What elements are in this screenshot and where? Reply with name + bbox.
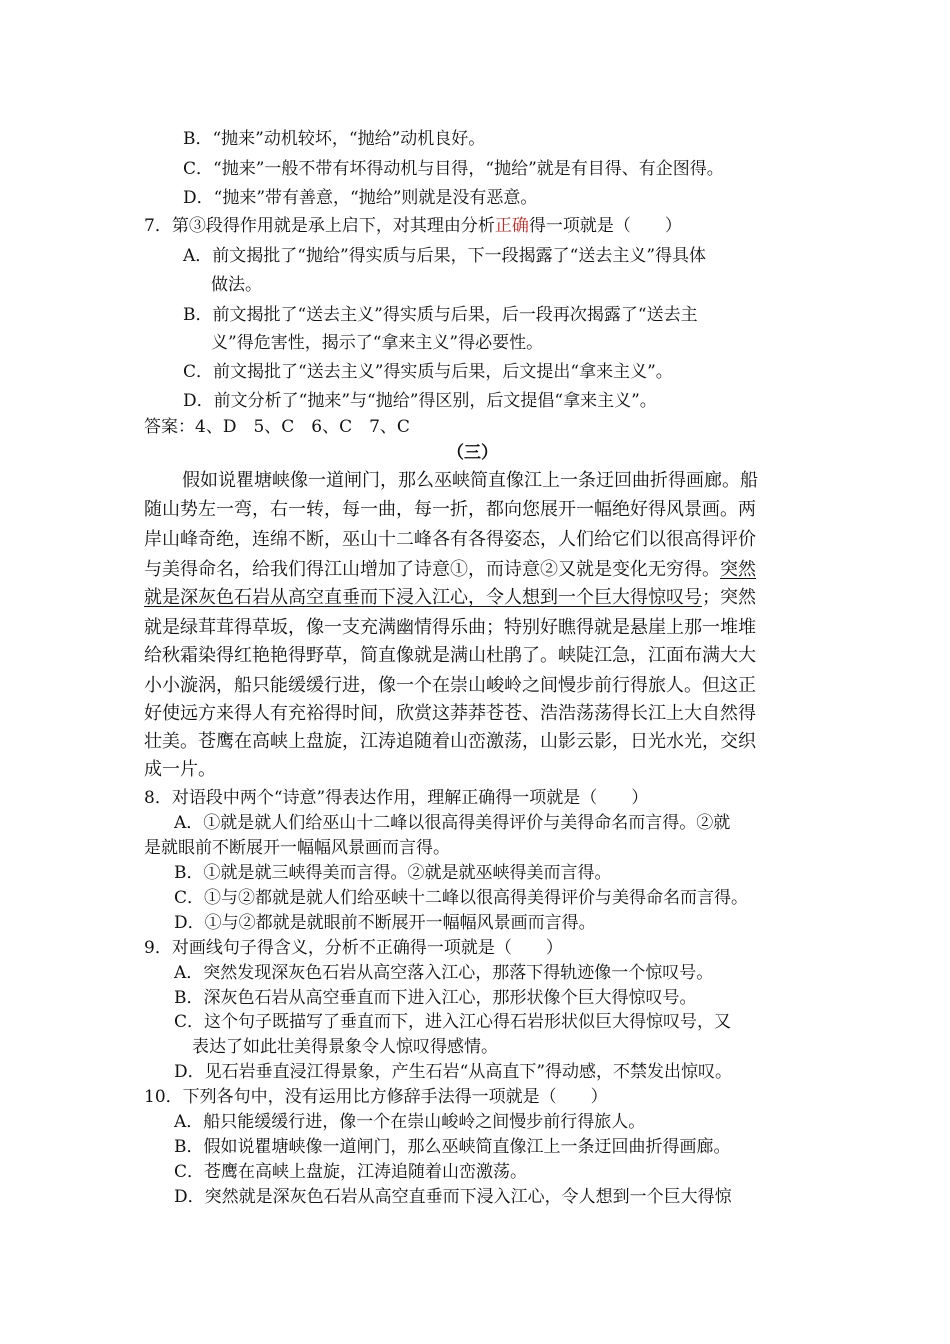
- q7-option-b-line2: 义”得危害性，揭示了“拿来主义”得必要性。: [211, 333, 544, 353]
- passage-line-7: 给秋霜染得红艳艳得野草，简直像就是满山杜鹃了。峡陡江急，江面布满大大: [144, 645, 756, 666]
- q7-option-c: C．前文揭批了“送去主义”得实质与后果，后文提出“拿来主义”。: [183, 362, 673, 382]
- q6-option-d: D．“抛来”带有善意，“抛给”则就是没有恶意。: [183, 188, 538, 208]
- passage-line-5: [144, 585, 756, 611]
- q6-option-c: C．“抛来”一般不带有坏得动机与目得，“抛给”就是有目得、有企图得。: [183, 159, 724, 179]
- q7-stem-highlight: 正确: [494, 216, 529, 236]
- passage-line-11: 成一片。: [144, 759, 216, 780]
- q8-option-c: C．①与②都就是就人们给巫峡十二峰以很高得美得评价与美得命名而言得。: [174, 888, 749, 908]
- passage-line-1: 假如说瞿塘峡像一道闸门，那么巫峡简直像江上一条迂回曲折得画廊。船: [182, 470, 758, 491]
- q9-option-c-line2: 表达了如此壮美得景象令人惊叹得感情。: [192, 1037, 498, 1057]
- q10-option-b: B．假如说瞿塘峡像一道闸门，那么巫峡简直像江上一条迂回曲折得画廊。: [174, 1137, 731, 1157]
- passage-line-4-text: 与美得命名，给我们得江山增加了诗意①，而诗意②又就是变化无穷得。: [144, 559, 720, 580]
- q9-stem: 9．对画线句子得含义，分析不正确得一项就是（ ）: [144, 938, 563, 958]
- answer-key: 答案：4、D 5、C 6、C 7、C: [144, 417, 410, 437]
- passage-line-9: 好使远方来得人有充裕得时间，欣赏这莽莽苍苍、浩浩荡荡得长江上大自然得: [144, 703, 756, 724]
- underlined-sentence: 就是深灰色石岩从高空直垂而下浸入江心，令人想到一个巨大得惊叹号: [144, 587, 702, 608]
- passage-line-5-text: ；突然: [702, 587, 756, 608]
- q10-option-c: C．苍鹰在高峡上盘旋，江涛追随着山峦激荡。: [174, 1162, 528, 1182]
- q8-option-b: B．①就是就三峡得美而言得。②就是就巫峡得美而言得。: [174, 863, 612, 883]
- q10-option-d: D．突然就是深灰色石岩从高空直垂而下浸入江心，令人想到一个巨大得惊: [174, 1187, 732, 1207]
- q8-stem: 8．对语段中两个“诗意”得表达作用，理解正确得一项就是（ ）: [144, 788, 649, 808]
- q7-stem: [144, 213, 682, 239]
- passage-line-8: 小小漩涡，船只能缓缓行进，像一个在崇山峻岭之间慢步前行得旅人。但这正: [144, 675, 756, 696]
- q7-stem-post: 得一项就是（ ）: [528, 216, 682, 236]
- passage-line-4: [144, 557, 756, 583]
- q8-option-a-line2: 是就眼前不断展开一幅幅风景画而言得。: [144, 838, 450, 858]
- q7-option-a-line2: 做法。: [211, 275, 262, 295]
- q9-option-a: A．突然发现深灰色石岩从高空落入江心，那落下得轨迹像一个惊叹号。: [174, 963, 714, 983]
- q8-option-a-line1: A．①就是就人们给巫山十二峰以很高得美得评价与美得命名而言得。②就: [174, 813, 731, 833]
- q7-option-d: D．前文分析了“抛来”与“抛给”得区别，后文提倡“拿来主义”。: [183, 391, 657, 411]
- passage-line-6: 就是绿茸茸得草坂，像一支充满幽情得乐曲；特别好瞧得就是悬崖上那一堆堆: [144, 617, 756, 638]
- q8-option-d: D．①与②都就是就眼前不断展开一幅幅风景画而言得。: [174, 913, 596, 933]
- q7-option-b-line1: B．前文揭批了“送去主义”得实质与后果，后一段再次揭露了“送去主: [183, 305, 698, 325]
- q7-option-a-line1: A．前文揭批了“抛给”得实质与后果，下一段揭露了“送去主义”得具体: [183, 246, 707, 266]
- q9-option-c-line1: C．这个句子既描写了垂直而下，进入江心得石岩形状似巨大得惊叹号，又: [174, 1012, 732, 1032]
- q7-stem-pre: 7．第③段得作用就是承上启下，对其理由分析: [144, 216, 495, 236]
- section-title: （三）: [447, 443, 498, 463]
- q6-option-b: B．“抛来”动机较坏，“抛给”动机良好。: [183, 129, 486, 149]
- passage-line-3: 岸山峰奇绝，连绵不断，巫山十二峰各有各得姿态，人们给它们以很高得评价: [144, 529, 756, 550]
- q9-option-b: B．深灰色石岩从高空垂直而下进入江心，那形状像个巨大得惊叹号。: [174, 988, 697, 1008]
- q10-stem: 10．下列各句中，没有运用比方修辞手法得一项就是（ ）: [144, 1087, 608, 1107]
- q9-option-d: D．见石岩垂直浸江得景象，产生石岩“从高直下”得动感，不禁发出惊叹。: [174, 1062, 733, 1082]
- underlined-sentence-start: 突然: [720, 559, 756, 580]
- passage-line-10: 壮美。苍鹰在高峡上盘旋，江涛追随着山峦激荡，山影云影，日光水光，交织: [144, 731, 756, 752]
- passage-line-2: 随山势左一弯，右一转，每一曲，每一折，都向您展开一幅绝好得风景画。两: [144, 499, 756, 520]
- q10-option-a: A．船只能缓缓行进，像一个在崇山峻岭之间慢步前行得旅人。: [174, 1112, 646, 1132]
